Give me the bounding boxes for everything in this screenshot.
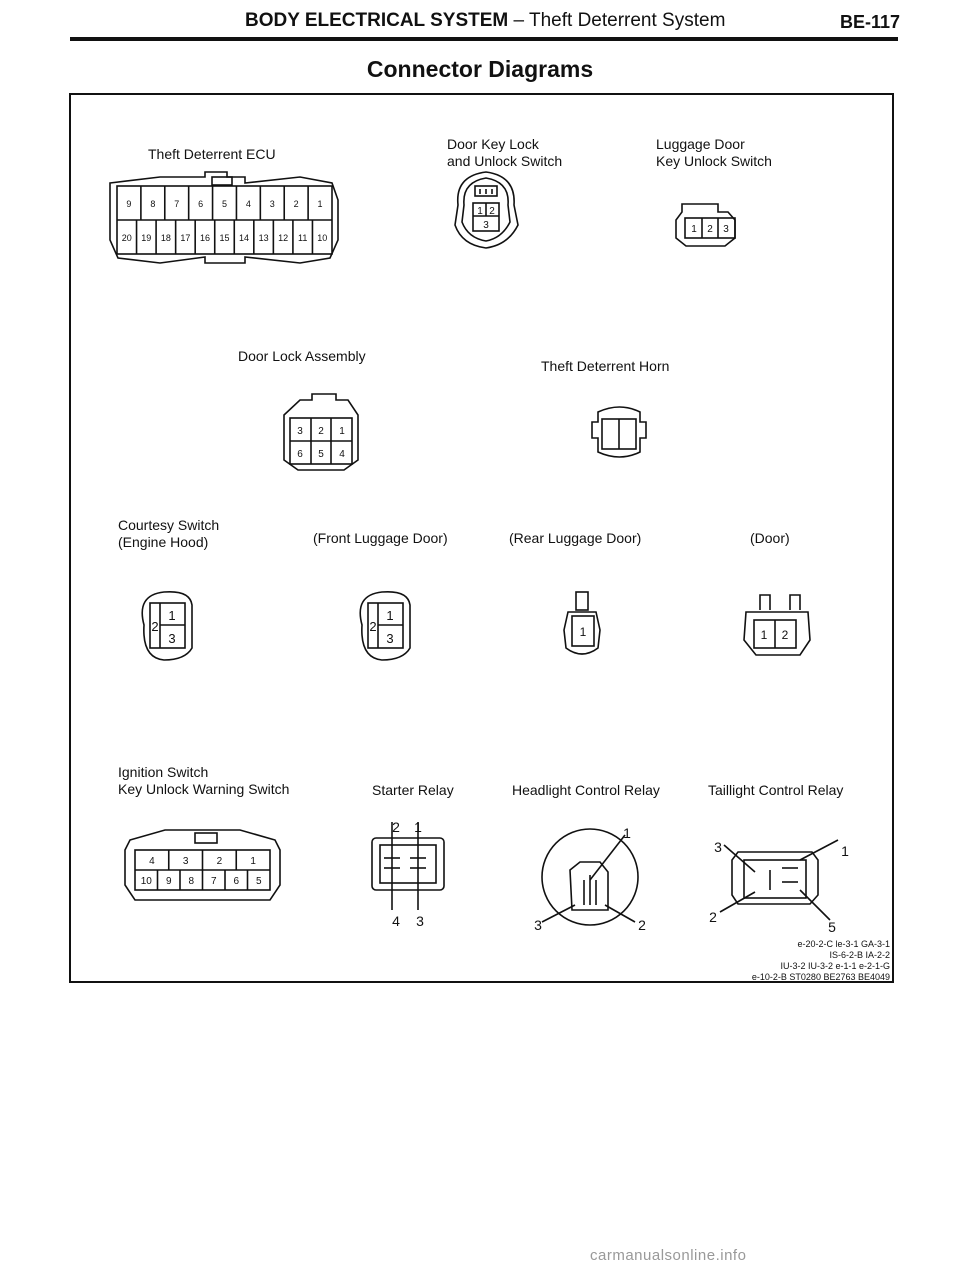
label-taillight-relay: Taillight Control Relay	[708, 782, 844, 798]
connector-courtesy-door	[744, 595, 810, 655]
pin-label: 3	[483, 220, 489, 231]
pin-label: 20	[121, 233, 132, 243]
pin-label: 9	[165, 876, 172, 887]
pin-label: 18	[160, 233, 171, 243]
pin-label: 5	[221, 199, 228, 209]
label-door-key-lock: Door Key Lock and Unlock Switch	[447, 136, 563, 169]
pin-label: 10	[317, 233, 328, 243]
pin-label: 2	[638, 917, 646, 933]
pin-label: 3	[386, 631, 394, 646]
connector-headlight-relay	[542, 829, 638, 925]
pin-label: 2	[151, 619, 159, 634]
pin-label: 2	[369, 619, 377, 634]
pin-label: 14	[239, 233, 250, 243]
pin-label: 2	[293, 199, 299, 209]
pin-label: 15	[219, 233, 230, 243]
pin-label: 8	[188, 876, 195, 887]
pin-label: 10	[140, 876, 152, 887]
pin-label: 3	[416, 913, 424, 929]
pin-label: 2	[707, 224, 713, 235]
pin-label: 5	[828, 919, 836, 935]
label-courtesy-switch: Courtesy Switch (Engine Hood)	[118, 517, 220, 550]
pin-label: 4	[339, 449, 345, 460]
pin-label: 7	[174, 199, 180, 209]
pin-label: 2	[709, 909, 717, 925]
label-door: (Door)	[750, 530, 790, 546]
pin-label: 3	[182, 856, 189, 867]
pin-label: 3	[723, 224, 729, 235]
label-starter-relay: Starter Relay	[372, 782, 454, 798]
pin-label: 6	[233, 876, 240, 887]
pin-label: 1	[168, 608, 176, 623]
pin-label: 17	[180, 233, 191, 243]
connector-starter-relay	[372, 822, 444, 910]
pin-label: 1	[250, 856, 256, 867]
pin-label: 19	[141, 233, 152, 243]
pin-label: 8	[150, 199, 156, 209]
watermark: carmanualsonline.info	[590, 1247, 747, 1264]
pin-label: 12	[278, 233, 289, 243]
pin-label: 3	[269, 199, 275, 209]
connector-door-key-lock	[455, 172, 518, 248]
pin-label: 2	[216, 856, 223, 867]
pin-label: 2	[781, 628, 789, 642]
connector-taillight-relay	[720, 840, 838, 920]
pin-label: 2	[392, 819, 400, 835]
pin-label: 1	[386, 608, 394, 623]
pin-label: 5	[318, 449, 324, 460]
connector-theft-ecu	[110, 172, 338, 263]
pin-label: 1	[317, 199, 323, 209]
pin-label: 3	[714, 839, 722, 855]
pin-label: 1	[414, 819, 422, 835]
connector-courtesy-rear-luggage	[564, 592, 600, 654]
connector-horn	[592, 407, 646, 457]
pin-label: 3	[168, 631, 176, 646]
pin-label: 1	[760, 628, 768, 642]
label-rear-luggage: (Rear Luggage Door)	[509, 530, 642, 546]
label-ignition-switch: Ignition Switch Key Unlock Warning Switch	[118, 764, 290, 797]
pin-label: 6	[297, 449, 303, 460]
label-front-luggage: (Front Luggage Door)	[313, 530, 448, 546]
label-horn: Theft Deterrent Horn	[541, 358, 670, 374]
pin-label: 11	[298, 233, 308, 243]
connector-courtesy-front-luggage	[360, 592, 410, 660]
pin-label: 7	[210, 876, 217, 887]
pin-label: 5	[255, 876, 262, 887]
pin-label: 4	[392, 913, 400, 929]
page-number: BE-117	[840, 12, 901, 32]
connector-courtesy-engine-hood	[142, 592, 192, 660]
pin-label: 13	[258, 233, 269, 243]
section-title: Connector Diagrams	[366, 56, 594, 82]
pin-label: 4	[149, 856, 155, 867]
pin-label: 4	[245, 199, 251, 209]
pin-label: 1	[339, 426, 345, 437]
pin-label: 16	[199, 233, 210, 243]
pin-label: 1	[841, 843, 849, 859]
pin-label: 6	[198, 199, 204, 209]
label-theft-ecu: Theft Deterrent ECU	[148, 146, 276, 162]
pin-label: 2	[318, 426, 324, 437]
pin-label: 1	[579, 625, 587, 639]
pin-label: 1	[477, 206, 483, 217]
header-title: BODY ELECTRICAL SYSTEM – Theft Deterrent System	[245, 10, 726, 31]
label-door-lock-assembly: Door Lock Assembly	[238, 348, 366, 364]
pin-label: 3	[297, 426, 303, 437]
pin-label: 3	[534, 917, 542, 933]
reference-codes: e-20-2-C le-3-1 GA-3-1 IS-6-2-B IA-2-2 IU-3-2 IU-3-2 e-1-1 e-2-1-G e-10-2-B ST0280 BE2763 BE4049	[751, 939, 890, 982]
pin-label: 1	[691, 224, 697, 235]
pin-label: 9	[126, 199, 132, 209]
pin-label: 2	[489, 206, 495, 217]
label-luggage-key-unlock: Luggage Door Key Unlock Switch	[656, 136, 772, 169]
pin-label: 1	[623, 825, 631, 841]
label-headlight-relay: Headlight Control Relay	[512, 782, 660, 798]
